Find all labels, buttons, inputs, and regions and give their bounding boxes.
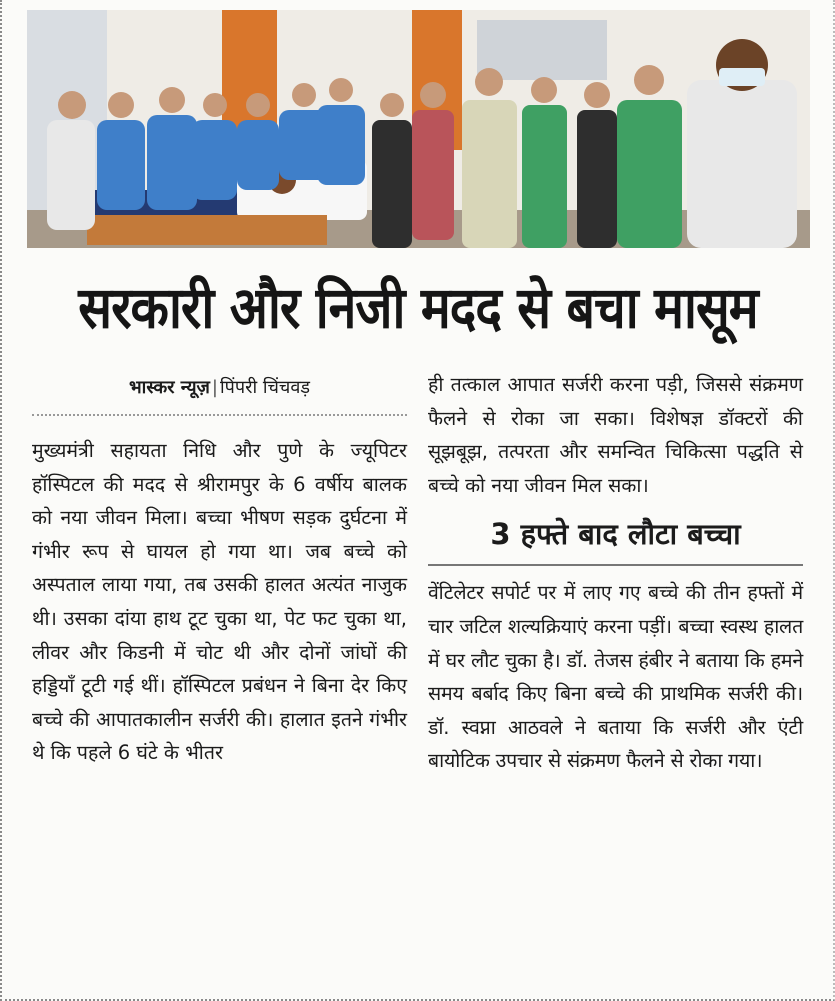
headline: सरकारी और निजी मदद से बचा मासूम bbox=[78, 274, 758, 342]
byline-brand: भास्कर न्यूज़ bbox=[129, 377, 210, 398]
byline-separator: | bbox=[211, 377, 218, 398]
group-photo-illustration bbox=[27, 10, 810, 248]
byline bbox=[32, 368, 407, 408]
news-photo bbox=[27, 10, 810, 248]
column-right bbox=[428, 368, 803, 778]
column1-paragraph: मुख्यमंत्री सहायता निधि और पुणे के ज्यूपिटर हॉस्पिटल की मदद से श्रीरामपुर के 6 वर्षीय बालक को नया जीवन मिला। बच्चा भीषण सड़क दुर्घटना में गंभीर रूप से घायल हो गया था। जब बच्चे को अस्पताल लाया गया, तब उसकी हालत अत्यंत नाजुक थी। उसका दांया हाथ टूट चुका था, पेट फट चुका था, लीवर और किडनी में चोट थी और दोनों जांघों की हड्डियाँ टूटी गई थीं। हॉस्पिटल प्रबंधन ने बिना देर किए बच्चे की आपातकालीन सर्जरी की। हालात इतने गंभीर थे कि पहले 6 घंटे के भीतर bbox=[32, 439, 407, 765]
column2-paragraph2: वेंटिलेटर सपोर्ट पर में लाए गए बच्चे की तीन हफ्तों में चार जटिल शल्यक्रियाएं करना पड़ीं। बच्चा स्वस्थ हालत में घर लौट चुका है। डॉ. तेजस हंबीर ने बताया कि हमने समय बर्बाद किए बिना बच्चे की प्राथमिक सर्जरी की। डॉ. स्वप्ना आठवले ने बताया कि सर्जरी और एंटी बायोटिक उपचार से संक्रमण फैलने से रोका गया। bbox=[428, 581, 803, 773]
dotted-divider bbox=[32, 414, 407, 416]
column-left bbox=[32, 368, 407, 770]
column2-paragraph1: ही तत्काल आपात सर्जरी करना पड़ी, जिससे संक्रमण फैलने से रोका जा सका। विशेषज्ञ डॉक्टरों की सूझबूझ, तत्परता और समन्वित चिकित्सा पद्धति से बच्चे को नया जीवन मिल सका। bbox=[428, 373, 803, 497]
subheading: 3 हफ्ते बाद लौटा बच्चा bbox=[490, 517, 741, 552]
byline-place: पिंपरी चिंचवड़ bbox=[219, 377, 310, 398]
subheading-rule bbox=[428, 564, 803, 566]
